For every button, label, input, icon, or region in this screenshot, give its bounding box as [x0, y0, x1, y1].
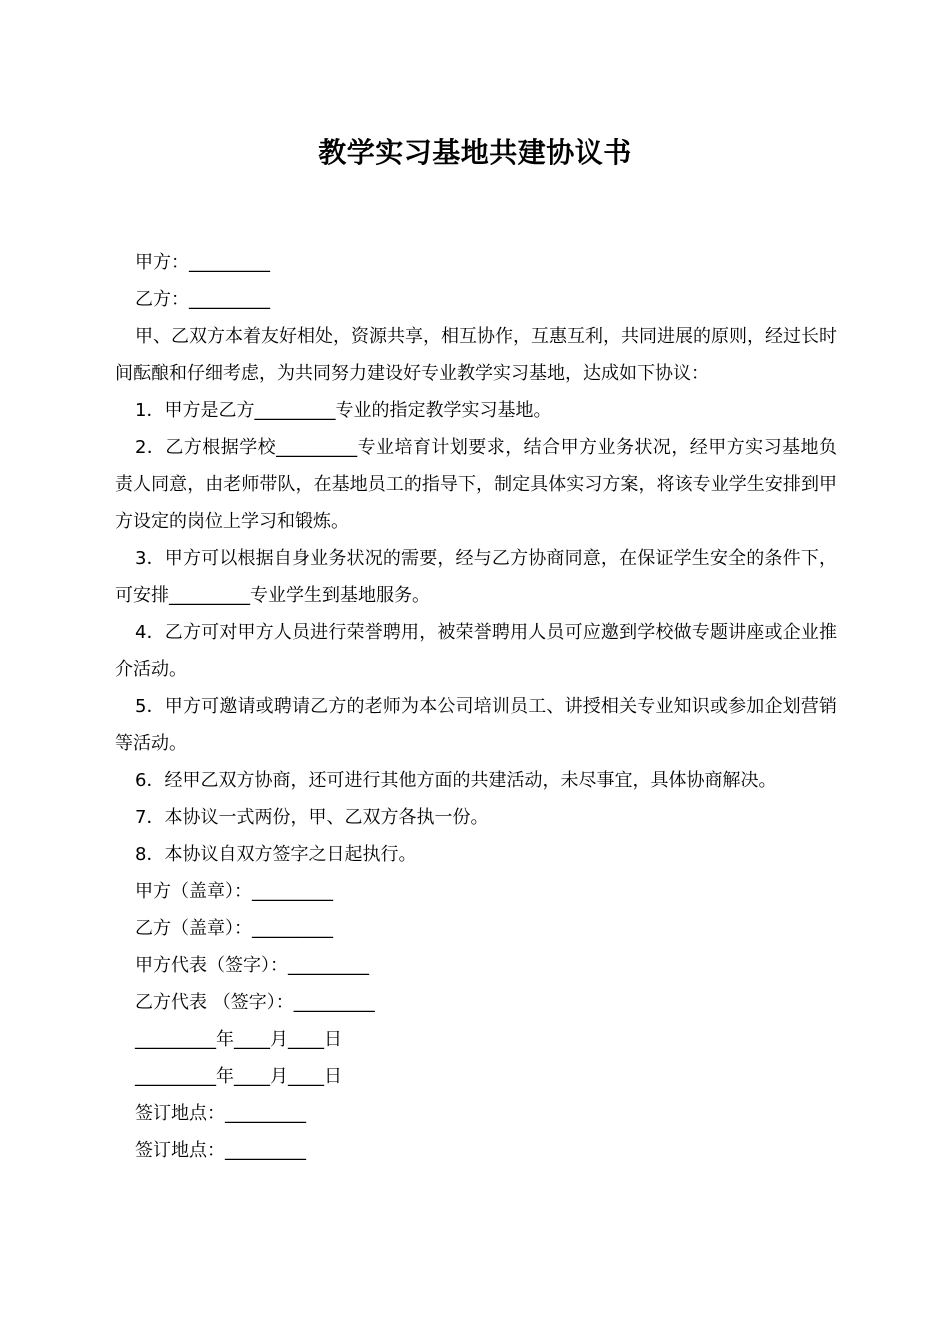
clause-8: 8．本协议自双方签字之日起执行。	[135, 844, 417, 865]
signing-place-line-b: 签订地点：_________	[135, 1140, 306, 1161]
clause-7: 7．本协议一式两份，甲、乙双方各执一份。	[135, 807, 489, 828]
clause-3: 3．甲方可以根据自身业务状况的需要，经与乙方协商同意，在保证学生安全的条件下，可安排_________专业学生到基地服务。	[115, 548, 837, 606]
date-line-a: _________年____月____日	[135, 1029, 342, 1050]
clause-2: 2．乙方根据学校_________专业培育计划要求，结合甲方业务状况，经甲方实习基地负责人同意，由老师带队，在基地员工的指导下，制定具体实习方案，将该专业学生安排到甲方设定的岗位上学习和锻炼。	[115, 437, 837, 532]
clause-4: 4．乙方可对甲方人员进行荣誉聘用，被荣誉聘用人员可应邀到学校做专题讲座或企业推介活动。	[115, 622, 837, 680]
party-b-line: 乙方：_________	[135, 289, 270, 310]
party-a-representative-line: 甲方代表（签字）：_________	[135, 955, 369, 976]
party-b-seal-line: 乙方（盖章）：_________	[135, 918, 333, 939]
clause-6: 6．经甲乙双方协商，还可进行其他方面的共建活动，未尽事宜，具体协商解决。	[135, 770, 777, 791]
signing-place-line-a: 签订地点：_________	[135, 1103, 306, 1124]
intro-paragraph: 甲、乙双方本着友好相处，资源共享，相互协作，互惠互利，共同进展的原则，经过长时间酝酿和仔细考虑，为共同努力建设好专业教学实习基地，达成如下协议：	[115, 326, 837, 384]
date-line-b: _________年____月____日	[135, 1066, 342, 1087]
document-title: 教学实习基地共建协议书	[318, 136, 632, 169]
party-a-seal-line: 甲方（盖章）：_________	[135, 881, 333, 902]
party-b-representative-line: 乙方代表 （签字）：_________	[135, 992, 375, 1013]
document-body	[115, 244, 837, 1169]
party-a-line: 甲方：_________	[135, 252, 270, 273]
clause-1: 1．甲方是乙方_________专业的指定教学实习基地。	[135, 400, 552, 421]
clause-5: 5．甲方可邀请或聘请乙方的老师为本公司培训员工、讲授相关专业知识或参加企划营销等活动。	[115, 696, 837, 754]
